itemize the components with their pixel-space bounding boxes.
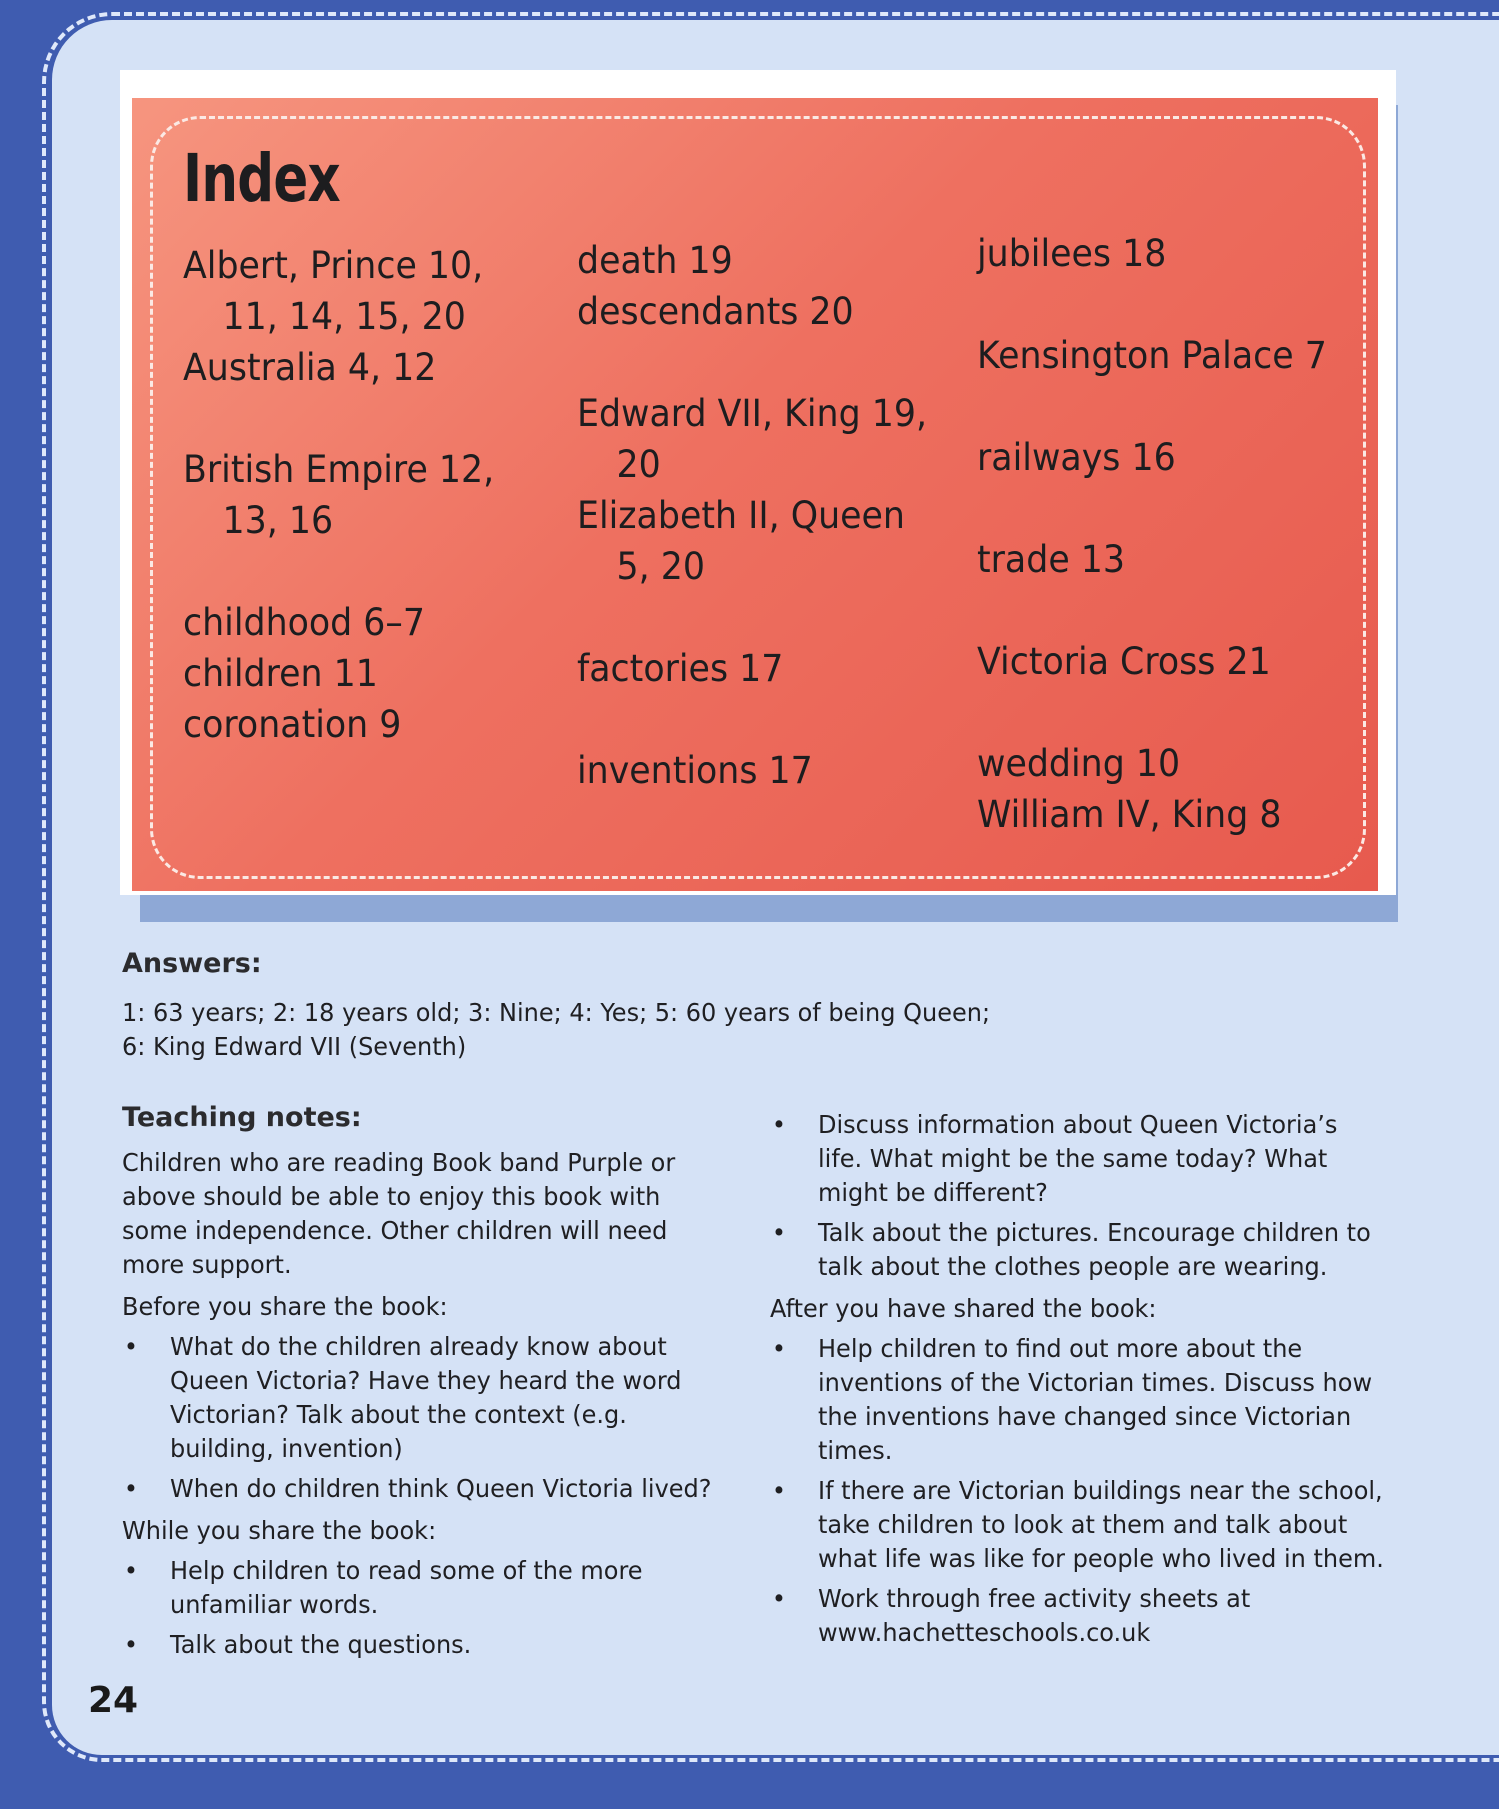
teaching-left-column xyxy=(122,1146,717,1668)
index-entry xyxy=(977,330,1327,381)
bullet-item xyxy=(122,1554,717,1622)
answers-title: Answers: xyxy=(122,948,262,979)
bullet-text: Discuss information about Queen Victoria’s life. What might be the same today? What might be different? xyxy=(818,1110,1338,1207)
page-number: 24 xyxy=(88,1680,139,1721)
bullet-item xyxy=(122,1330,717,1466)
bullet-text: If there are Victorian buildings near the school, take children to look at them and talk about what life was like for people who lived in them. xyxy=(818,1476,1384,1573)
index-entry xyxy=(183,444,494,546)
index-entry-text: William IV, King 8 xyxy=(977,793,1282,836)
teaching-right-column xyxy=(770,1102,1384,1656)
bullet-dot-icon: • xyxy=(771,1476,787,1505)
index-gap xyxy=(977,381,1327,432)
index-entry xyxy=(977,636,1327,687)
bullet-item xyxy=(770,1582,1384,1650)
index-entry-text: Edward VII, King 19, xyxy=(577,392,928,435)
index-entry-text: wedding 10 xyxy=(977,742,1181,785)
bullet-dot-icon: • xyxy=(123,1332,139,1361)
bullet-text: Talk about the questions. xyxy=(170,1630,472,1659)
index-entry-text: Victoria Cross 21 xyxy=(977,640,1271,683)
bullet-text: Help children to find out more about the inventions of the Victorian times. Discuss how the inventions have changed since Victorian times. xyxy=(818,1334,1373,1465)
bullet-item xyxy=(122,1472,717,1506)
bullet-item xyxy=(770,1332,1384,1468)
index-entry-text: Australia 4, 12 xyxy=(183,346,437,389)
bullet-item xyxy=(770,1108,1384,1210)
index-entry xyxy=(977,432,1327,483)
index-entry xyxy=(183,699,494,750)
bullet-dot-icon: • xyxy=(123,1474,139,1503)
index-gap xyxy=(577,337,927,388)
before-list xyxy=(122,1330,717,1506)
index-entry-text: jubilees 18 xyxy=(977,232,1167,275)
teaching-intro: Children who are reading Book band Purple or above should be able to enjoy this book with some independence. Other children will need more support. xyxy=(122,1148,676,1279)
index-gap xyxy=(183,546,494,597)
answers-text xyxy=(122,996,1351,1064)
index-entry xyxy=(183,597,494,648)
after-list xyxy=(770,1332,1384,1650)
index-gap xyxy=(577,592,927,643)
index-entry xyxy=(977,789,1327,840)
index-entry-continuation: 20 xyxy=(616,443,661,486)
index-entry-text: factories 17 xyxy=(577,647,784,690)
teaching-notes-title: Teaching notes: xyxy=(122,1102,362,1133)
index-entry-text: death 19 xyxy=(577,239,733,282)
bullet-dot-icon: • xyxy=(123,1556,139,1585)
index-entry-continuation: 13, 16 xyxy=(222,499,334,542)
index-column-2 xyxy=(577,235,927,796)
answers-line-1: 1: 63 years; 2: 18 years old; 3: Nine; 4: Yes; 5: 60 years of being Queen; xyxy=(122,998,991,1027)
index-entry xyxy=(577,286,927,337)
index-entry xyxy=(977,534,1327,585)
index-entry-text: trade 13 xyxy=(977,538,1126,581)
bullet-text: Work through free activity sheets at www.hachetteschools.co.uk xyxy=(818,1584,1251,1647)
while-label: While you share the book: xyxy=(122,1516,437,1545)
index-entry xyxy=(577,490,927,592)
index-entry-continuation: 5, 20 xyxy=(616,545,705,588)
bullet-item xyxy=(770,1474,1384,1576)
index-gap xyxy=(183,393,494,444)
while-list-continued xyxy=(770,1108,1384,1284)
index-column-3 xyxy=(977,228,1327,840)
index-entry xyxy=(977,228,1327,279)
index-entry-text: Albert, Prince 10, xyxy=(183,244,484,287)
index-gap xyxy=(977,483,1327,534)
after-label: After you have shared the book: xyxy=(770,1294,1157,1323)
index-title: Index xyxy=(183,140,340,217)
index-gap xyxy=(577,694,927,745)
bullet-item xyxy=(122,1628,717,1662)
bullet-text: What do the children already know about Queen Victoria? Have they heard the word Victorian? Talk about the context (e.g. building, invention) xyxy=(170,1332,682,1463)
before-label: Before you share the book: xyxy=(122,1292,448,1321)
index-entry xyxy=(977,738,1327,789)
index-gap xyxy=(977,585,1327,636)
bullet-dot-icon: • xyxy=(771,1334,787,1363)
index-entry-text: children 11 xyxy=(183,652,378,695)
index-entry-text: Kensington Palace 7 xyxy=(977,334,1327,377)
bullet-dot-icon: • xyxy=(123,1630,139,1659)
bullet-text: Talk about the pictures. Encourage children to talk about the clothes people are wearing. xyxy=(818,1218,1371,1281)
index-gap xyxy=(977,279,1327,330)
index-entry xyxy=(183,240,494,342)
index-gap xyxy=(977,687,1327,738)
index-entry-text: childhood 6–7 xyxy=(183,601,425,644)
bullet-text: When do children think Queen Victoria lived? xyxy=(170,1474,712,1503)
answers-line-2: 6: King Edward VII (Seventh) xyxy=(122,1032,467,1061)
bullet-dot-icon: • xyxy=(771,1110,787,1139)
bullet-item xyxy=(770,1216,1384,1284)
index-entry-continuation: 11, 14, 15, 20 xyxy=(222,295,466,338)
index-entry xyxy=(183,648,494,699)
bullet-text: Help children to read some of the more unfamiliar words. xyxy=(170,1556,643,1619)
bullet-dot-icon: • xyxy=(771,1584,787,1613)
index-column-1 xyxy=(183,240,494,750)
bullet-dot-icon: • xyxy=(771,1218,787,1247)
index-entry-text: coronation 9 xyxy=(183,703,402,746)
index-entry-text: railways 16 xyxy=(977,436,1176,479)
index-entry xyxy=(577,388,927,490)
index-entry xyxy=(577,643,927,694)
index-entry-text: British Empire 12, xyxy=(183,448,495,491)
index-entry-text: Elizabeth II, Queen xyxy=(577,494,905,537)
index-entry-text: descendants 20 xyxy=(577,290,854,333)
while-list xyxy=(122,1554,717,1662)
index-entry-text: inventions 17 xyxy=(577,749,813,792)
index-entry xyxy=(577,235,927,286)
index-entry xyxy=(577,745,927,796)
index-entry xyxy=(183,342,494,393)
